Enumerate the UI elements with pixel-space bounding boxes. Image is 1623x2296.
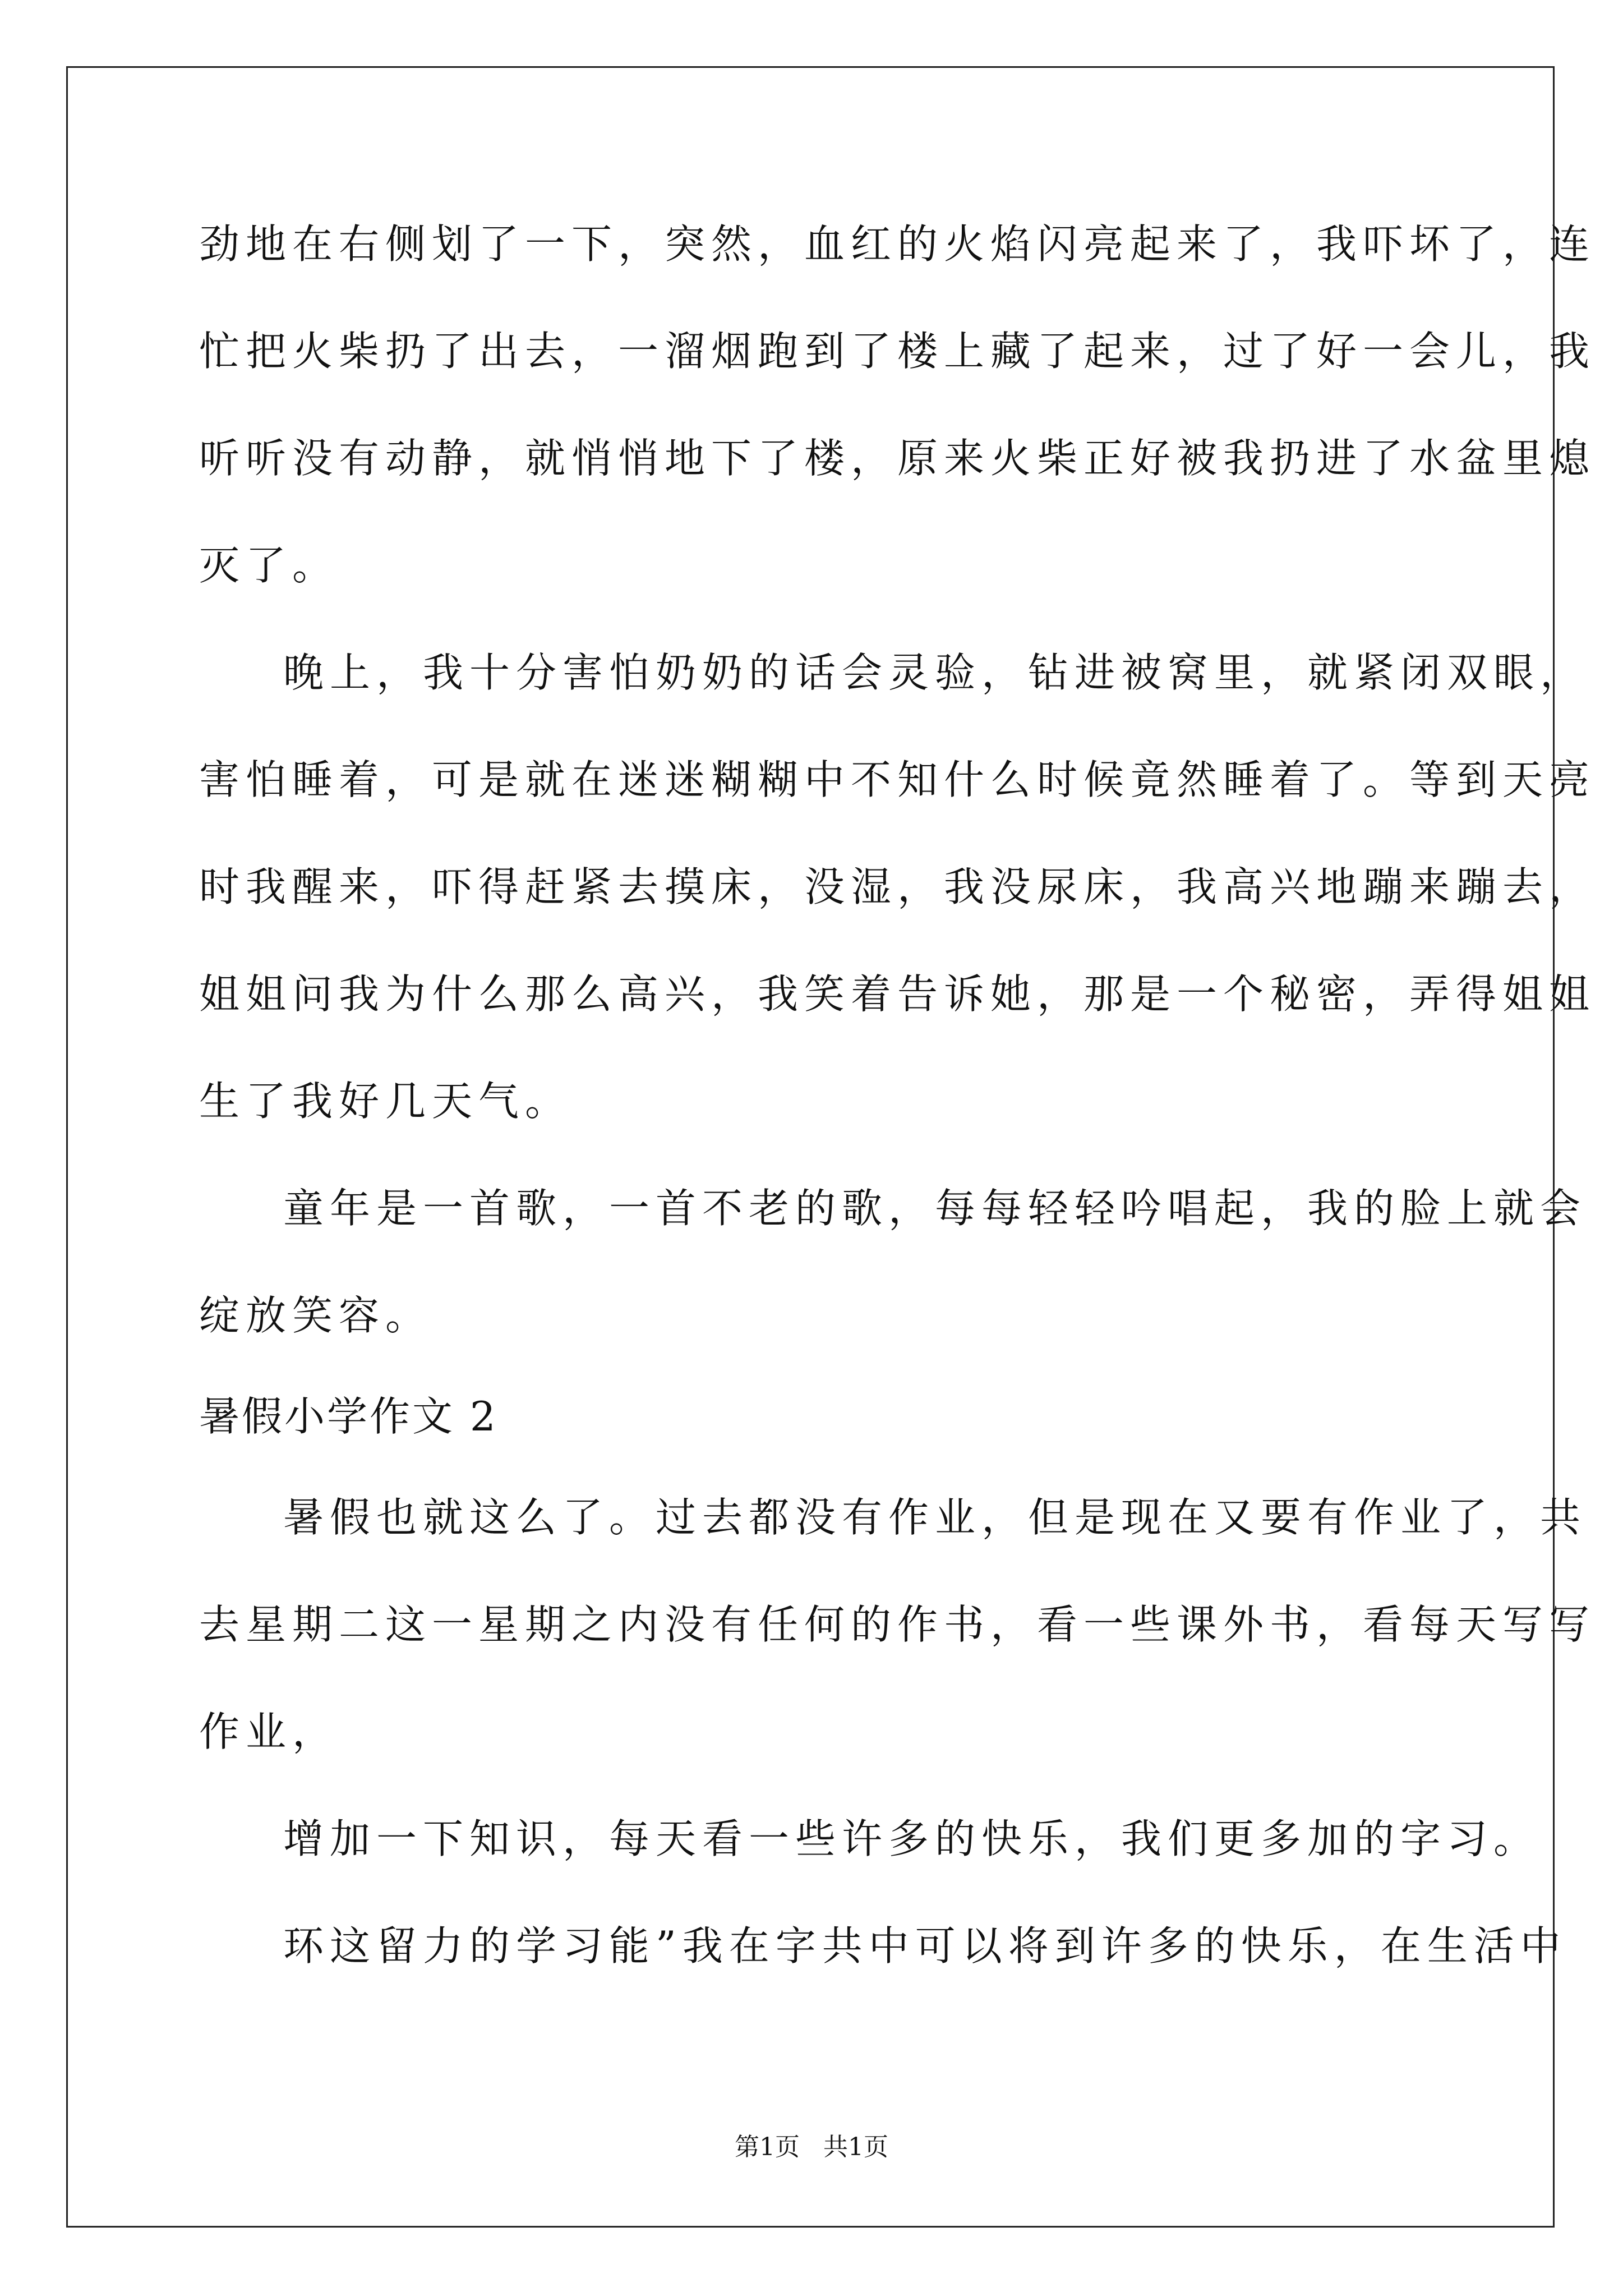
text-line: 劲地在右侧划了一下，突然，血红的火焰闪亮起来了，我吓坏了，连: [199, 220, 1596, 268]
page-footer: 第1页 共1页: [735, 2133, 888, 2161]
section-heading: 暑假小学作文 2: [199, 1393, 498, 1440]
text-line: 去星期二这一星期之内没有任何的作书，看一些课外书，看每天写写: [199, 1601, 1596, 1648]
text-line: 绽放笑容。: [199, 1292, 432, 1339]
text-line: 听听没有动静，就悄悄地下了楼，原来火柴正好被我扔进了水盆里熄: [199, 435, 1596, 482]
text-line: 生了我好几天气。: [199, 1078, 572, 1125]
paragraph-start-line: 童年是一首歌，一首不老的歌，每每轻轻吟唱起，我的脸上就会: [283, 1185, 1587, 1232]
text-line: 时我醒来，吓得赶紧去摸床，没湿，我没尿床，我高兴地蹦来蹦去，: [199, 863, 1596, 910]
text-line: 忙把火柴扔了出去，一溜烟跑到了楼上藏了起来，过了好一会儿，我: [199, 328, 1596, 375]
text-line: 姐姐问我为什么那么高兴，我笑着告诉她，那是一个秘密，弄得姐姐: [199, 970, 1596, 1018]
paragraph-start-line: 增加一下知识，每天看一些许多的快乐，我们更多加的字习。: [283, 1815, 1541, 1862]
text-line: 作业，: [199, 1708, 339, 1755]
page-border: [66, 66, 1555, 2228]
paragraph-start-line: 暑假也就这么了。过去都没有作业，但是现在又要有作业了，共: [283, 1494, 1587, 1541]
paragraph-start-line: 晚上，我十分害怕奶奶的话会灵验，钻进被窝里，就紧闭双眼，: [283, 649, 1587, 696]
paragraph-start-line: 环这留力的学习能”我在字共中可以将到许多的快乐，在生活中: [283, 1922, 1567, 1970]
text-line: 灭了。: [199, 542, 339, 589]
text-line: 害怕睡着，可是就在迷迷糊糊中不知什么时候竟然睡着了。等到天亮: [199, 756, 1596, 803]
